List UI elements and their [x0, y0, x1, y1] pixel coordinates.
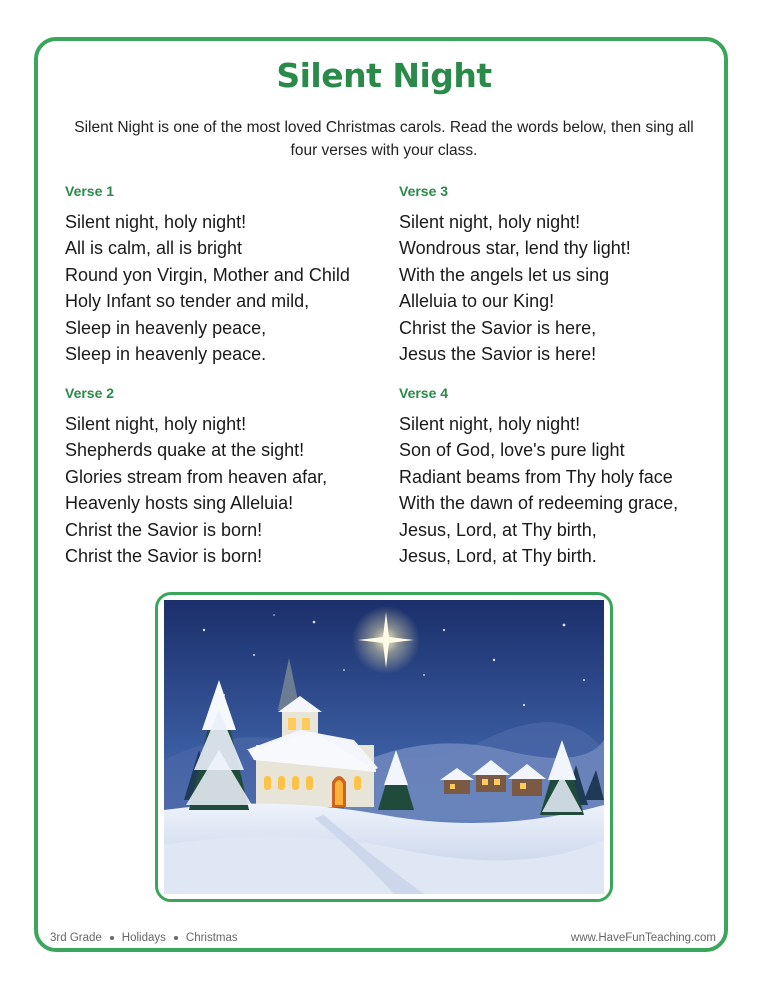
verse-line: All is calm, all is bright	[65, 238, 243, 259]
winter-church-illustration	[164, 600, 604, 894]
verse-line: Heavenly hosts sing Alleluia!	[65, 493, 294, 514]
page-title: Silent Night	[276, 56, 492, 95]
verse-line: Sleep in heavenly peace,	[65, 317, 267, 338]
verse-line: Jesus, Lord, at Thy birth,	[399, 519, 597, 540]
verse-line: Jesus the Savior is here!	[399, 344, 597, 365]
bullet-icon	[110, 936, 114, 940]
verse-line: Glories stream from heaven afar,	[65, 466, 328, 487]
verse-line: Jesus, Lord, at Thy birth.	[399, 546, 597, 567]
verse-line: Silent night, holy night!	[399, 414, 581, 434]
verse-line: Wondrous star, lend thy light!	[399, 238, 631, 259]
tag-grade: 3rd Grade	[50, 932, 102, 944]
verse-line: Christ the Savior is born!	[65, 546, 263, 567]
bullet-icon	[174, 936, 178, 940]
footer-tags	[50, 932, 238, 944]
verse-line: With the angels let us sing	[399, 264, 610, 285]
tag-christmas: Christmas	[185, 932, 238, 944]
intro-text: Silent Night is one of the most loved Christmas carols. Read the words below, then sing all four verses with your class.	[74, 119, 694, 159]
verse-line: With the dawn of redeeming grace,	[399, 493, 679, 514]
verse-2	[65, 383, 327, 569]
verse-line: Holy Infant so tender and mild,	[65, 291, 310, 312]
verse-3	[399, 181, 631, 367]
verse-line: Christ the Savior is here,	[399, 317, 597, 338]
tag-holidays: Holidays	[121, 932, 166, 944]
footer-website[interactable]: www.HaveFunTeaching.com	[570, 932, 716, 944]
verse-line: Son of God, love's pure light	[399, 440, 625, 461]
verse-label: Verse 2	[65, 385, 115, 401]
verse-line: Alleluia to our King!	[399, 291, 555, 312]
verse-line: Sleep in heavenly peace.	[65, 344, 267, 365]
verse-line: Radiant beams from Thy holy face	[399, 466, 673, 487]
verse-label: Verse 4	[399, 385, 449, 401]
verse-1	[65, 181, 350, 367]
verse-line: Silent night, holy night!	[399, 212, 581, 232]
verse-line: Shepherds quake at the sight!	[65, 440, 305, 461]
verse-line: Silent night, holy night!	[65, 212, 247, 232]
verse-label: Verse 3	[399, 183, 449, 199]
verse-line: Christ the Savior is born!	[65, 519, 263, 540]
verse-4	[399, 383, 678, 569]
verse-label: Verse 1	[65, 183, 115, 199]
verse-line: Silent night, holy night!	[65, 414, 247, 434]
verse-line: Round yon Virgin, Mother and Child	[65, 264, 350, 285]
